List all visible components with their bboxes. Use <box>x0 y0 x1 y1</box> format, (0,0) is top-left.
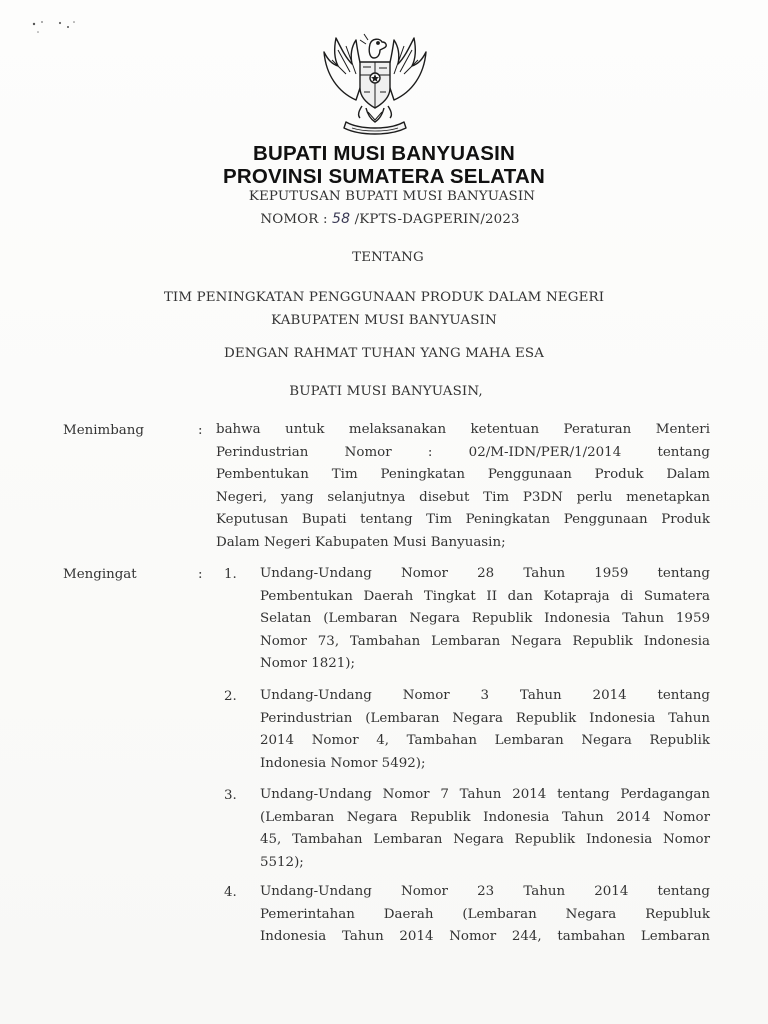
subject-line-1: TIM PENINGKATAN PENGGUNAAN PRODUK DALAM NEGERI <box>163 290 605 305</box>
decree-number-handwritten: 58 <box>332 211 351 227</box>
text-line: Selatan (Lembaran Negara Republik Indonesia Tahun 1959 <box>260 611 710 627</box>
subject-line-2: KABUPATEN MUSI BANYUASIN <box>271 313 497 328</box>
menimbang-label: Menimbang <box>63 423 144 438</box>
mengingat-label: Mengingat <box>63 567 137 582</box>
mengingat-colon: : <box>198 567 203 582</box>
list-item-text <box>260 685 710 775</box>
list-item-text <box>260 563 710 676</box>
text-line: Negeri, yang selanjutnya disebut Tim P3DN perlu menetapkan <box>216 489 710 505</box>
text-line: Indonesia Nomor 5492); <box>260 755 426 771</box>
decree-number-prefix: NOMOR : <box>260 212 328 227</box>
text-line: Nomor 73, Tambahan Lembaran Negara Republik Indonesia <box>260 633 710 649</box>
text-line: Perindustrian (Lembaran Negara Republik Indonesia Tahun <box>260 710 710 726</box>
list-item-number: 3. <box>224 788 237 803</box>
text-line: Keputusan Bupati tentang Tim Peningkatan Penggunaan Produk <box>216 512 710 528</box>
menimbang-colon: : <box>198 423 203 438</box>
text-line: Pembentukan Daerah Tingkat II dan Kotapraja di Sumatera <box>260 588 710 604</box>
garuda-emblem <box>316 30 434 138</box>
menimbang-text <box>216 419 710 555</box>
decree-title: KEPUTUSAN BUPATI MUSI BANYUASIN <box>248 189 536 204</box>
list-item-number: 1. <box>224 567 237 582</box>
text-line: 5512); <box>260 854 304 870</box>
about-heading: TENTANG <box>352 250 424 265</box>
blessing-line: DENGAN RAHMAT TUHAN YANG MAHA ESA <box>223 346 545 361</box>
list-item-text <box>260 784 710 874</box>
list-item-number: 4. <box>224 885 237 900</box>
text-line: Undang-Undang Nomor 23 Tahun 2014 tentang <box>260 884 710 899</box>
text-line: Indonesia Tahun 2014 Nomor 244, tambahan Lembaran <box>260 929 710 945</box>
text-line: (Lembaran Negara Republik Indonesia Tahun 2014 Nomor <box>260 809 710 825</box>
text-line: Undang-Undang Nomor 28 Tahun 1959 tentang <box>260 566 710 581</box>
text-line: Dalam Negeri Kabupaten Musi Banyuasin; <box>216 534 506 550</box>
title-line-2: PROVINSI SUMATERA SELATAN <box>223 165 545 188</box>
title-line-1: BUPATI MUSI BANYUASIN <box>253 142 515 165</box>
list-item-text <box>260 881 710 949</box>
text-line: Undang-Undang Nomor 3 Tahun 2014 tentang <box>260 688 710 703</box>
scan-artifact <box>30 18 90 42</box>
issuer-line: BUPATI MUSI BANYUASIN, <box>289 384 483 399</box>
decree-number-suffix: /KPTS-DAGPERIN/2023 <box>354 212 520 227</box>
text-line: Undang-Undang Nomor 7 Tahun 2014 tentang Perdagangan <box>260 787 710 802</box>
list-item-number: 2. <box>224 689 237 704</box>
text-line: 45, Tambahan Lembaran Negara Republik Indonesia Nomor <box>260 832 710 848</box>
text-line: Pembentukan Tim Peningkatan Penggunaan Produk Dalam <box>216 467 710 483</box>
text-line: Pemerintahan Daerah (Lembaran Negara Republuk <box>260 906 710 922</box>
text-line: Nomor 1821); <box>260 656 356 672</box>
text-line: bahwa untuk melaksanakan ketentuan Peraturan Menteri <box>216 422 710 437</box>
text-line: 2014 Nomor 4, Tambahan Lembaran Negara Republik <box>260 733 710 749</box>
decree-number <box>6 211 768 227</box>
text-line: Perindustrian Nomor : 02/M-IDN/PER/1/2014 tentang <box>216 444 710 460</box>
